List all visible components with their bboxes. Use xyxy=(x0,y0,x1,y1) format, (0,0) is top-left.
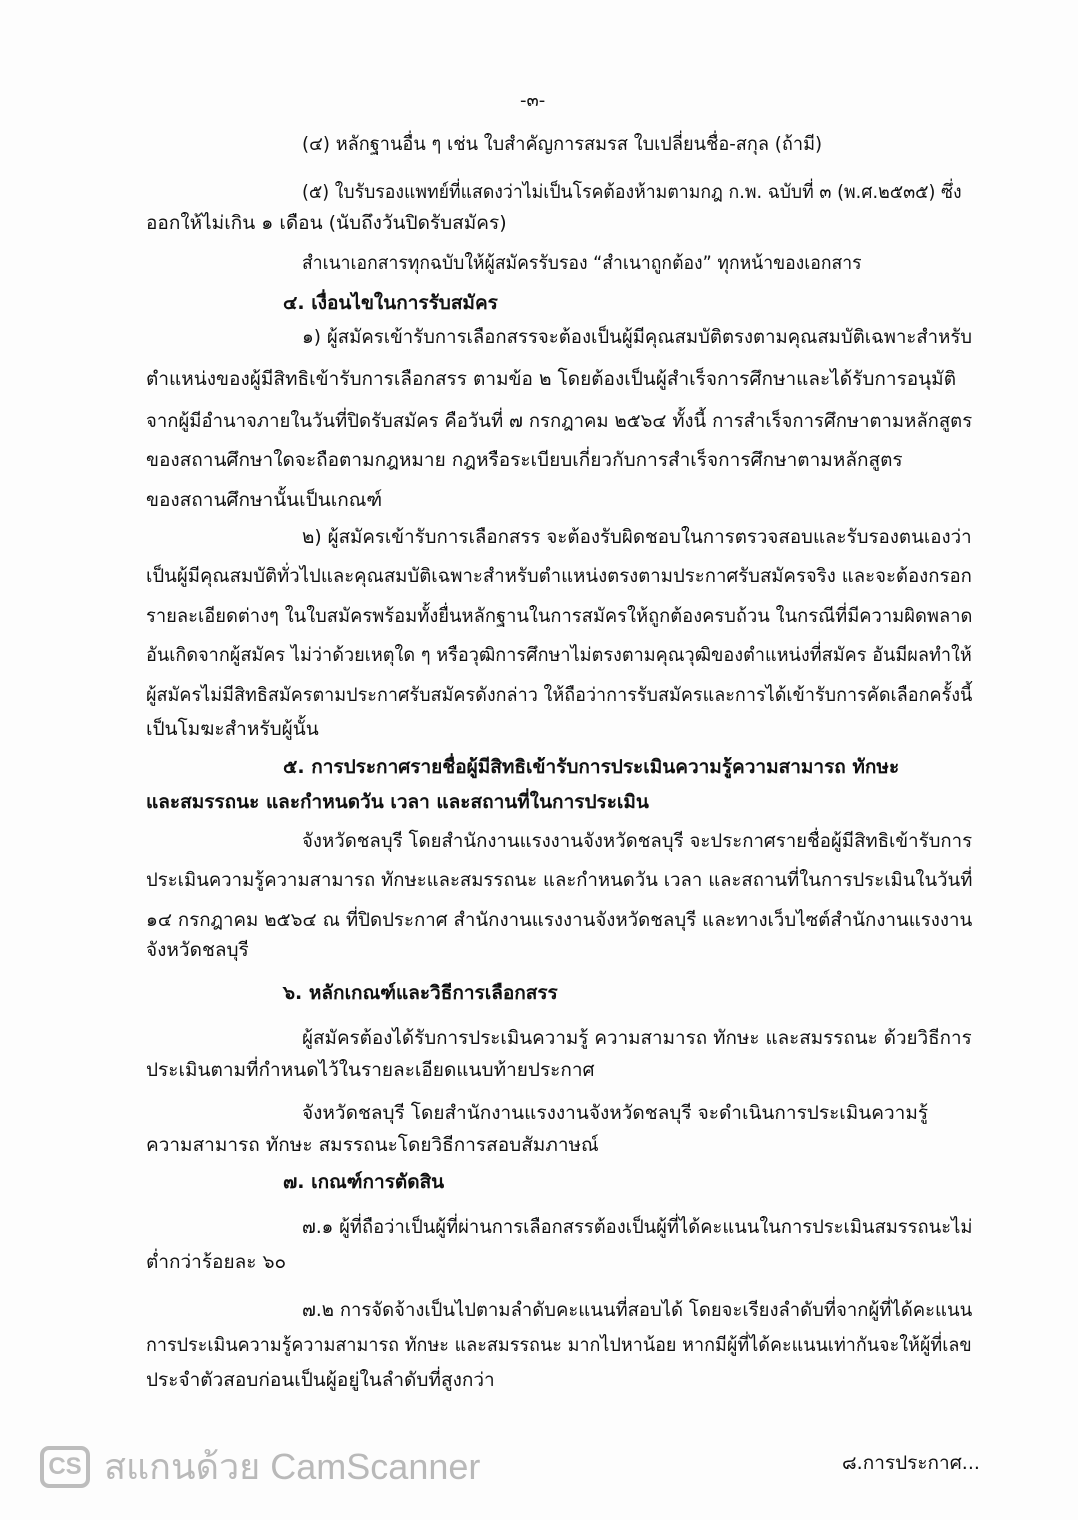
text-line: ประเมินตามที่กำหนดไว้ในรายละเอียดแนบท้ายประกาศ xyxy=(146,1059,595,1081)
text-line: ๗.๑ ผู้ที่ถือว่าเป็นผู้ที่ผ่านการเลือกสรรต้องเป็นผู้ที่ได้คะแนนในการประเมินสมรรถนะไม่ xyxy=(302,1216,973,1238)
text-line: เป็นโมฆะสำหรับผู้นั้น xyxy=(146,718,319,740)
text-line: ๑) ผู้สมัครเข้ารับการเลือกสรรจะต้องเป็นผู้มีคุณสมบัติตรงตามคุณสมบัติเฉพาะสำหรับ xyxy=(302,326,973,348)
section-heading: ๕. การประกาศรายชื่อผู้มีสิทธิเข้ารับการประเมินความรู้ความสามารถ ทักษะ xyxy=(283,756,900,778)
text-line: ประเมินความรู้ความสามารถ ทักษะและสมรรถนะ และกำหนดวัน เวลา และสถานที่ในการประเมินในวันที่ xyxy=(146,869,973,891)
section-heading: ๔. เงื่อนไขในการรับสมัคร xyxy=(283,292,498,314)
text-line: รายละเอียดต่างๆ ในใบสมัครพร้อมทั้งยื่นหลักฐานในการสมัครให้ถูกต้องครบถ้วน ในกรณีที่มีความผิดพลาด xyxy=(146,605,973,627)
camscanner-logo-icon: CS xyxy=(40,1446,90,1488)
text-line: ๗.๒ การจัดจ้างเป็นไปตามลำดับคะแนนที่สอบได้ โดยจะเรียงลำดับที่จากผู้ที่ได้คะแนน xyxy=(302,1299,973,1321)
text-line: ของสถานศึกษาใดจะถือตามกฎหมาย กฎหรือระเบียบเกี่ยวกับการสำเร็จการศึกษาตามหลักสูตร xyxy=(146,449,903,471)
text-line: เป็นผู้มีคุณสมบัติทั่วไปและคุณสมบัติเฉพาะสำหรับตำแหน่งตรงตามประกาศรับสมัครจริง และจะต้องกรอก xyxy=(146,565,972,587)
text-line: ออกให้ไม่เกิน ๑ เดือน (นับถึงวันปิดรับสมัคร) xyxy=(146,212,507,234)
text-line: อันเกิดจากผู้สมัคร ไม่ว่าด้วยเหตุใด ๆ หรือวุฒิการศึกษาไม่ตรงตามคุณวุฒิของตำแหน่งที่สมัคร อันมีผลทำให้ xyxy=(146,644,972,666)
text-line: ผู้สมัครต้องได้รับการประเมินความรู้ ความสามารถ ทักษะ และสมรรถนะ ด้วยวิธีการ xyxy=(302,1027,972,1049)
text-line: ตำแหน่งของผู้มีสิทธิเข้ารับการเลือกสรร ตามข้อ ๒ โดยต้องเป็นผู้สำเร็จการศึกษาและได้รับการอนุมัติ xyxy=(146,368,957,390)
text-line: จังหวัดชลบุรี โดยสำนักงานแรงงานจังหวัดชลบุรี จะดำเนินการประเมินความรู้ xyxy=(302,1102,929,1124)
text-line: ของสถานศึกษานั้นเป็นเกณฑ์ xyxy=(146,489,383,511)
text-line: ประจำตัวสอบก่อนเป็นผู้อยู่ในลำดับที่สูงกว่า xyxy=(146,1369,495,1391)
text-line: สำเนาเอกสารทุกฉบับให้ผู้สมัครรับรอง “สำเนาถูกต้อง” ทุกหน้าของเอกสาร xyxy=(302,252,862,274)
text-line: จากผู้มีอำนาจภายในวันที่ปิดรับสมัคร คือวันที่ ๗ กรกฎาคม ๒๕๖๔ ทั้งนี้ การสำเร็จการศึกษาตามหลักสูตร xyxy=(146,410,973,432)
section-heading: และสมรรถนะ และกำหนดวัน เวลา และสถานที่ในการประเมิน xyxy=(146,791,649,813)
text-line: ๒) ผู้สมัครเข้ารับการเลือกสรร จะต้องรับผิดชอบในการตรวจสอบและรับรองตนเองว่า xyxy=(302,526,972,548)
text-line: (๔) หลักฐานอื่น ๆ เช่น ใบสำคัญการสมรส ใบเปลี่ยนชื่อ-สกุล (ถ้ามี) xyxy=(302,133,823,155)
watermark-text: สแกนด้วย CamScanner xyxy=(104,1446,481,1487)
camscanner-watermark xyxy=(40,1438,480,1495)
text-line: การประเมินความรู้ความสามารถ ทักษะ และสมรรถนะ มากไปหาน้อย หากมีผู้ที่ได้คะแนนเท่ากันจะให้ผู้ที่เลข xyxy=(146,1334,972,1356)
section-heading: ๗. เกณฑ์การตัดสิน xyxy=(283,1171,445,1193)
text-line: จังหวัดชลบุรี โดยสำนักงานแรงงานจังหวัดชลบุรี จะประกาศรายชื่อผู้มีสิทธิเข้ารับการ xyxy=(302,830,973,852)
section-heading: ๖. หลักเกณฑ์และวิธีการเลือกสรร xyxy=(283,982,558,1004)
page-number: -๓- xyxy=(520,90,546,111)
text-line: ๑๔ กรกฎาคม ๒๕๖๔ ณ ที่ปิดประกาศ สำนักงานแรงงานจังหวัดชลบุรี และทางเว็บไซต์สำนักงานแรงงาน xyxy=(146,909,973,931)
next-page-reference: ๘.การประกาศ... xyxy=(842,1452,980,1474)
text-line: ต่ำกว่าร้อยละ ๖๐ xyxy=(146,1251,287,1273)
text-line: ผู้สมัครไม่มีสิทธิสมัครตามประกาศรับสมัครดังกล่าว ให้ถือว่าการรับสมัครและการได้เข้ารับการคัดเลือกครั้งนี้ xyxy=(146,684,973,706)
text-line: ความสามารถ ทักษะ สมรรถนะโดยวิธีการสอบสัมภาษณ์ xyxy=(146,1134,599,1156)
text-line: (๕) ใบรับรองแพทย์ที่แสดงว่าไม่เป็นโรคต้องห้ามตามกฎ ก.พ. ฉบับที่ ๓ (พ.ศ.๒๕๓๕) ซึ่ง xyxy=(302,181,962,203)
text-line: จังหวัดชลบุรี xyxy=(146,939,249,961)
